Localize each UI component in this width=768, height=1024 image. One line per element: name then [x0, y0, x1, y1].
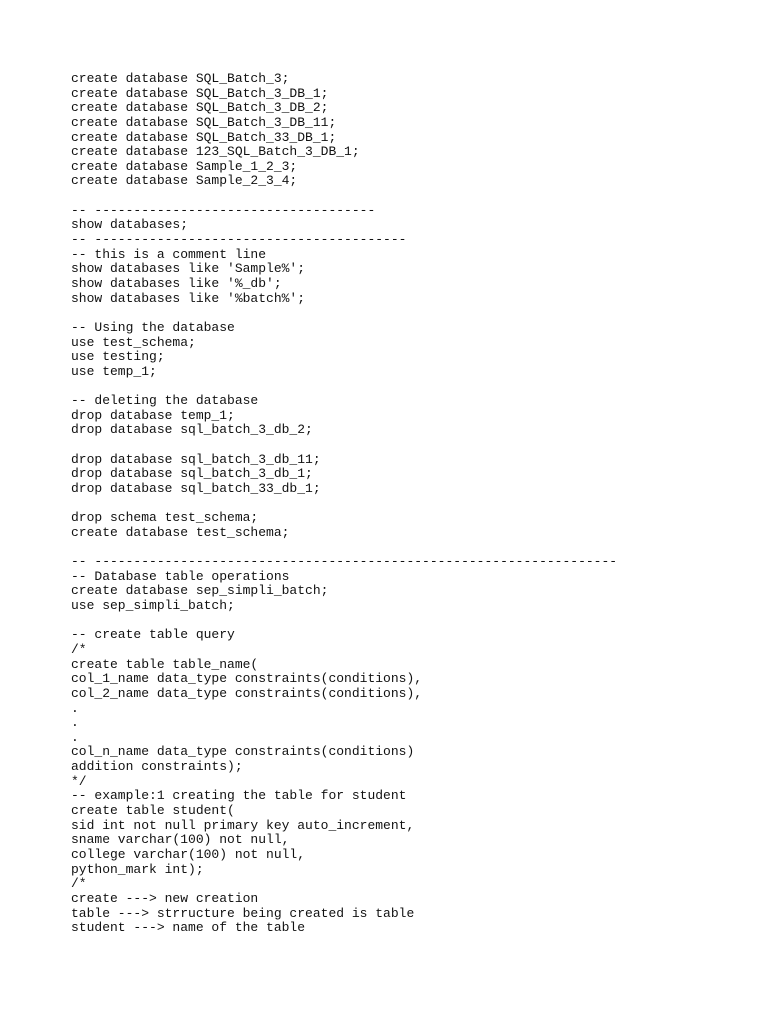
code-line: drop database sql_batch_3_db_11;: [71, 451, 321, 467]
code-line: create database Sample_2_3_4;: [71, 173, 298, 189]
code-line: col_n_name data_type constraints(conditions): [71, 744, 415, 760]
code-line: create database test_schema;: [71, 524, 290, 540]
code-line: python_mark int);: [71, 861, 204, 877]
code-line: use test_schema;: [71, 334, 196, 350]
code-line: .: [71, 729, 79, 745]
code-line: -- Database table operations: [71, 568, 290, 584]
code-line: col_1_name data_type constraints(conditions),: [71, 671, 423, 687]
code-line: create database 123_SQL_Batch_3_DB_1;: [71, 144, 360, 160]
code-line: use testing;: [71, 349, 165, 365]
code-line: [71, 306, 751, 321]
code-line: sid int not null primary key auto_increment,: [71, 817, 415, 833]
code-line: create database SQL_Batch_33_DB_1;: [71, 129, 337, 145]
code-line: drop database sql_batch_3_db_1;: [71, 466, 313, 482]
code-line: -- create table query: [71, 627, 235, 643]
code-line: sname varchar(100) not null,: [71, 832, 290, 848]
code-line: create table student(: [71, 803, 235, 819]
code-line: create database Sample_1_2_3;: [71, 158, 298, 174]
code-line: create database SQL_Batch_3_DB_1;: [71, 85, 329, 101]
code-line: create database SQL_Batch_3_DB_2;: [71, 100, 329, 116]
code-line: drop database sql_batch_33_db_1;: [71, 480, 321, 496]
code-line: .: [71, 715, 79, 731]
code-line: [71, 379, 751, 394]
code-line: -- deleting the database: [71, 393, 259, 409]
code-line: drop database temp_1;: [71, 407, 235, 423]
code-line: drop database sql_batch_3_db_2;: [71, 422, 313, 438]
code-line: [71, 541, 751, 556]
sql-code-block: [71, 72, 751, 936]
code-line: addition constraints);: [71, 759, 243, 775]
code-line: .: [71, 700, 79, 716]
code-line: [71, 497, 751, 512]
code-line: show databases like '%batch%';: [71, 290, 306, 306]
code-line: show databases;: [71, 217, 189, 233]
code-line: show databases like 'Sample%';: [71, 261, 306, 277]
code-line: [71, 614, 751, 629]
code-line: create database SQL_Batch_3_DB_11;: [71, 114, 337, 130]
code-line: create ---> new creation: [71, 890, 259, 906]
code-line: -- ------------------------------------: [71, 202, 376, 218]
code-line: [71, 438, 751, 453]
code-line: use sep_simpli_batch;: [71, 598, 235, 614]
code-line: create database SQL_Batch_3;: [71, 71, 290, 86]
code-line: table ---> strructure being created is table: [71, 905, 415, 921]
code-line: show databases like '%_db';: [71, 275, 282, 291]
code-line: /*: [71, 876, 87, 892]
code-line: create database sep_simpli_batch;: [71, 583, 329, 599]
code-line: drop schema test_schema;: [71, 510, 259, 526]
code-line: /*: [71, 641, 87, 657]
code-line: -- this is a comment line: [71, 246, 267, 262]
code-line: [71, 189, 751, 204]
code-line: use temp_1;: [71, 363, 157, 379]
code-line: -- ----------------------------------------: [71, 232, 407, 248]
code-line: create table table_name(: [71, 656, 259, 672]
code-line: -- -------------------------------------------------------------------: [71, 554, 618, 570]
code-line: */: [71, 773, 87, 789]
code-line: college varchar(100) not null,: [71, 846, 306, 862]
code-line: col_2_name data_type constraints(conditions),: [71, 685, 423, 701]
code-line: -- Using the database: [71, 319, 235, 335]
code-line: student ---> name of the table: [71, 920, 306, 936]
code-line: -- example:1 creating the table for student: [71, 788, 407, 804]
